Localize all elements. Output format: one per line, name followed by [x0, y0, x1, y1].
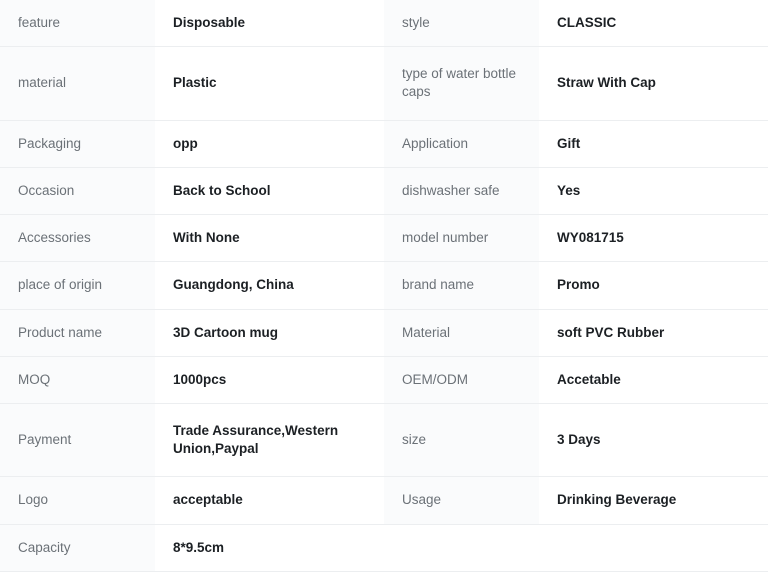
- spec-value: WY081715: [539, 215, 768, 262]
- spec-key: OEM/ODM: [384, 356, 539, 403]
- table-row: [0, 403, 768, 476]
- spec-value: Yes: [539, 167, 768, 214]
- spec-value: Guangdong, China: [155, 262, 384, 309]
- spec-value: soft PVC Rubber: [539, 309, 768, 356]
- table-row: [0, 215, 768, 262]
- spec-key: Material: [384, 309, 539, 356]
- spec-key: Capacity: [0, 524, 155, 571]
- spec-key: Product name: [0, 309, 155, 356]
- spec-value: CLASSIC: [539, 0, 768, 47]
- table-row: [0, 47, 768, 120]
- spec-key: Packaging: [0, 120, 155, 167]
- table-row: [0, 0, 768, 47]
- table-row: [0, 167, 768, 214]
- spec-value: Drinking Beverage: [539, 477, 768, 524]
- table-row: [0, 262, 768, 309]
- spec-key: brand name: [384, 262, 539, 309]
- spec-value: Gift: [539, 120, 768, 167]
- spec-value: opp: [155, 120, 384, 167]
- spec-value: 3 Days: [539, 403, 768, 476]
- spec-key: type of water bottle caps: [384, 47, 539, 120]
- spec-key: Application: [384, 120, 539, 167]
- table-row: [0, 477, 768, 524]
- spec-value: Plastic: [155, 47, 384, 120]
- spec-key: Usage: [384, 477, 539, 524]
- table-row: [0, 356, 768, 403]
- spec-key: material: [0, 47, 155, 120]
- spec-key: model number: [384, 215, 539, 262]
- spec-key: dishwasher safe: [384, 167, 539, 214]
- spec-value: 3D Cartoon mug: [155, 309, 384, 356]
- spec-value: With None: [155, 215, 384, 262]
- table-row: [0, 524, 768, 571]
- spec-key: Occasion: [0, 167, 155, 214]
- spec-value: Disposable: [155, 0, 384, 47]
- spec-key: place of origin: [0, 262, 155, 309]
- spec-value-empty: [539, 524, 768, 571]
- spec-key: Accessories: [0, 215, 155, 262]
- spec-value: acceptable: [155, 477, 384, 524]
- spec-key: style: [384, 0, 539, 47]
- spec-value: 8*9.5cm: [155, 524, 384, 571]
- spec-value: Back to School: [155, 167, 384, 214]
- spec-key: Payment: [0, 403, 155, 476]
- spec-value: Trade Assurance,Western Union,Paypal: [155, 403, 384, 476]
- spec-key: size: [384, 403, 539, 476]
- spec-value: Promo: [539, 262, 768, 309]
- spec-value: Straw With Cap: [539, 47, 768, 120]
- spec-value: 1000pcs: [155, 356, 384, 403]
- spec-key: Logo: [0, 477, 155, 524]
- table-row: [0, 120, 768, 167]
- spec-key: feature: [0, 0, 155, 47]
- spec-key-empty: [384, 524, 539, 571]
- spec-value: Accetable: [539, 356, 768, 403]
- table-row: [0, 309, 768, 356]
- spec-key: MOQ: [0, 356, 155, 403]
